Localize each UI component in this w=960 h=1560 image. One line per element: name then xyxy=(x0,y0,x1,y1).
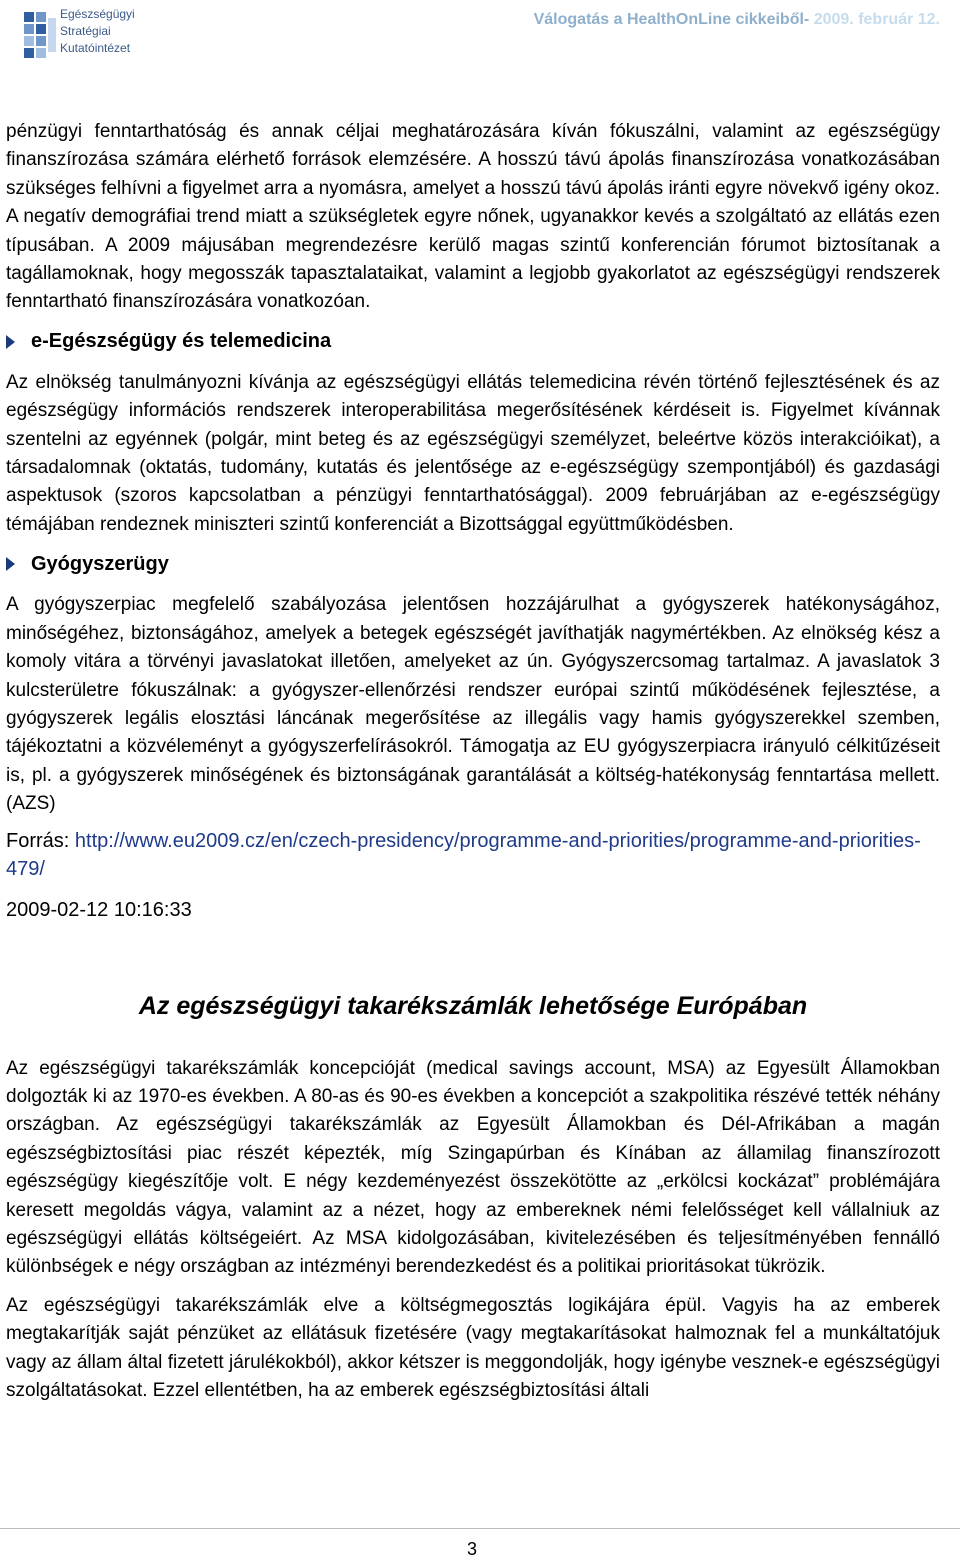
logo-text xyxy=(60,6,135,57)
section-title: e-Egészségügy és telemedicina xyxy=(31,330,332,353)
page-number: 3 xyxy=(466,1539,477,1559)
source-label: Forrás: xyxy=(6,829,70,852)
timestamp: 2009-02-12 10:16:33 xyxy=(6,898,192,921)
section-heading-pharma xyxy=(6,549,940,579)
bullet-arrow-icon xyxy=(6,335,15,349)
bullet-arrow-icon xyxy=(6,557,15,571)
logo-line-2: Stratégiai xyxy=(60,24,111,38)
source-link[interactable]: http://www.eu2009.cz/en/czech-presidency/programme-and-priorities/programme-and-priorities-479/ xyxy=(6,829,921,880)
logo-mark-icon xyxy=(22,8,58,60)
institute-logo xyxy=(22,6,182,66)
pharma-paragraph: A gyógyszerpiac megfelelő szabályozása jelentősen hozzájárulhat a gyógyszerek hatékonyságához, minőségéhez, biztonságához, amelyek a betegek egészségét javíthatják nagymértékben. Az elnökség kész a komoly vitára a törvényi javaslatokat illetően, amelyeket az ún. Gyógyszercsomag tartalmaz. A javaslatok 3 kulcsterületre fókuszálnak: a gyógyszer-ellenőrzési rendszer európai szintű működésének fejlesztése, a gyógyszerek legális elosztási láncának megerősítése az illegális vagy hamis gyógyszerekkel szemben, tájékoztatni a közvéleményt a gyógyszerfelírásokról. Támogatja az EU gyógyszerpiacra irányuló célkitűzéseit is, pl. a gyógyszerek minőségének és biztonságának garantálását a költség-hatékonyság fenntartása mellett. (AZS) xyxy=(6,594,940,815)
article-paragraph: Az egészségügyi takarékszámlák koncepcióját (medical savings account, MSA) az Egyesült Államokban dolgozták ki az 1970-es években. A 80-as és 90-es években a koncepciót a szakpolitika részévé tették néhány országban. Az egészségügyi takarékszámlák az Egyesült Államokban és Dél-Afrikában a magán egészségbiztosítási piac részét képezték, míg Szingapúrban és Kínában az államilag finanszírozott egészségügy kiegészítője volt. E négy kezdeményezést összekötötte az „erkölcsi kockázat” problémájára keresett megoldás vágya, valamint az a nézet, hogy az embereknek némi felelősséget kell vállalniuk az egészségügyi ellátás költségeiért. Az MSA kidolgozásában, kivitelezésében és teljesítményében fennálló különbségek e négy országban az intézményi berendezkedést és a politikai prioritásokat tükrözik. xyxy=(6,1057,940,1278)
article-paragraph: Az egészségügyi takarékszámlák elve a költségmegosztás logikájára épül. Vagyis ha az emberek megtakarítják saját pénzüket az ellátásuk fizetésére (vagy megtakarításokat halmoznak fel a munkáltatójuk vagy az állam által fizetett járulékokból), akkor kétszer is meggondolják, hogy igénybe vesznek-e egészségügyi szolgáltatásokat. Ezzel ellentétben, ha az emberek egészségbiztosítási általi xyxy=(6,1294,940,1401)
source-line xyxy=(6,827,940,883)
page-header xyxy=(0,0,960,80)
intro-paragraph: pénzügyi fenntarthatóság és annak céljai meghatározására kíván fókuszálni, valamint az egészségügy finanszírozása számára elérhető források elemzésére. A hosszú távú ápolás finanszírozása vonatkozásában szükséges felhívni a figyelmet arra a nyomásra, amelyet a hosszú távú ápolás iránti egyre növekvő igény okoz. A negatív demográfiai trend miatt a szükségletek egyre nőnek, ugyanakkor kevés a szolgáltató az ellátás ezen típusában. A 2009 májusában megrendezésre kerülő magas szintű konferencián fórumot biztosítanak a tagállamoknak, hogy megosszák tapasztalataikat, valamint a legjobb gyakorlatot az egészségügyi rendszerek fenntartható finanszírozására vonatkozóan. xyxy=(6,121,940,313)
footer-divider xyxy=(0,1528,960,1529)
header-title xyxy=(534,11,940,29)
article-title: Az egészségügyi takarékszámlák lehetősége Európában xyxy=(138,991,808,1020)
ehealth-paragraph: Az elnökség tanulmányozni kívánja az egészségügyi ellátás telemedicina révén történő fejlesztésének és az egészségügy információs rendszerek interoperabilitása megerősítésének kérdéseit is. Figyelmet kívánnak szentelni az egyénnek (polgár, mint beteg és az egészségügyi személyzet, beleértve közös interakcióikat), a társadalomnak (oktatás, tudomány, kutatás és jelentősége az e-egészségügy szempontjából) és gazdasági aspektusok (szoros kapcsolatban a pénzügyi fenntarthatósággal). 2009 februárjában az e-egészségügy témájában rendeznek miniszteri szintű konferenciát a Bizottsággal együttműködésben. xyxy=(6,371,940,535)
document-body xyxy=(6,118,940,1405)
header-date: 2009. február 12. xyxy=(813,11,940,28)
logo-line-3: Kutatóintézet xyxy=(60,41,131,55)
section-title: Gyógyszerügy xyxy=(31,552,169,575)
section-heading-ehealth xyxy=(6,327,940,357)
logo-line-1: Egészségügyi xyxy=(60,7,135,21)
header-title-text: Válogatás a HealthOnLine cikkeiből- xyxy=(533,11,810,28)
